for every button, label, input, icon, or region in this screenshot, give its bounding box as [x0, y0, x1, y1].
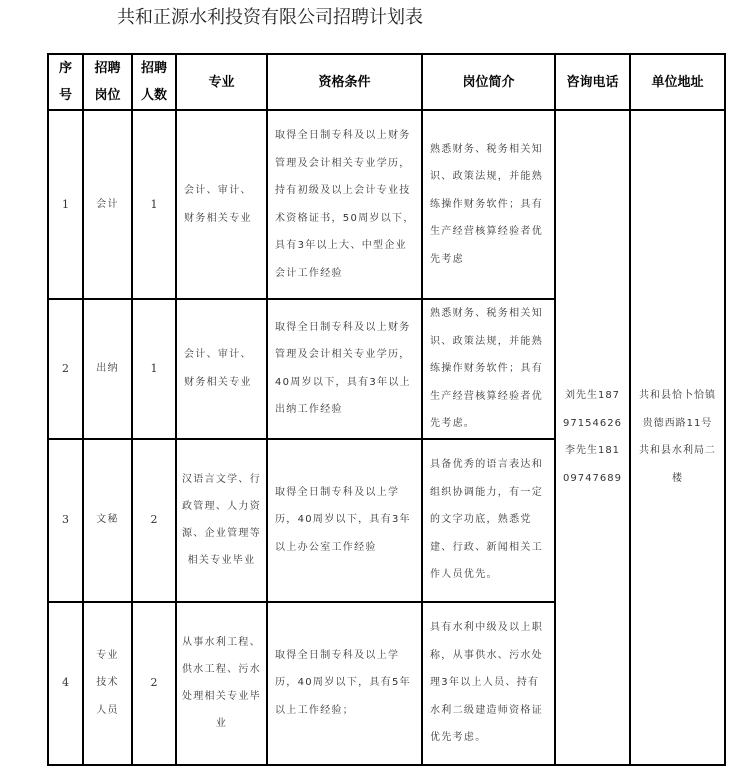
- cell-seq: 1: [48, 110, 83, 299]
- cell-description: 具有水利中级及以上职称，从事供水、污水处理3年以上人员、持有水利二级建造师资格证优先考虑。: [422, 602, 555, 765]
- header-position: 招聘岗位: [83, 54, 132, 110]
- cell-count: 2: [132, 439, 176, 602]
- recruitment-plan-table: [47, 53, 726, 766]
- header-description: 岗位简介: [422, 54, 555, 110]
- cell-count: 1: [132, 110, 176, 299]
- cell-major: 会计、审计、财务相关专业: [176, 110, 267, 299]
- cell-count: 1: [132, 299, 176, 439]
- cell-phone: [555, 110, 630, 765]
- header-seq: 序号: [48, 54, 83, 110]
- cell-count: 2: [132, 602, 176, 765]
- cell-seq: 4: [48, 602, 83, 765]
- cell-qualification: 取得全日制专科及以上学历，40周岁以下，具有5年以上工作经验；: [267, 602, 422, 765]
- table-row: [48, 110, 725, 299]
- table-header-row: [48, 54, 725, 110]
- address-text: 共和县恰卜恰镇贵德西路11号共和县水利局二楼: [639, 390, 716, 484]
- page-title: 共和正源水利投资有限公司招聘计划表: [117, 7, 423, 28]
- cell-major: 会计、审计、财务相关专业: [176, 299, 267, 439]
- cell-description: 熟悉财务、税务相关知识、政策法规，并能熟练操作财务软件；具有生产经营核算经验者优先考虑: [422, 110, 555, 299]
- cell-major: 从事水利工程、供水工程、污水处理相关专业毕业: [176, 602, 267, 765]
- cell-seq: 3: [48, 439, 83, 602]
- header-address: 单位地址: [630, 54, 725, 110]
- cell-address: [630, 110, 725, 765]
- cell-description: 具备优秀的语言表达和组织协调能力，有一定的文字功底，熟悉党建、行政、新闻相关工作人员优先。: [422, 439, 555, 602]
- cell-qualification: 取得全日制专科及以上财务管理及会计相关专业学历，40周岁以下，具有3年以上出纳工作经验: [267, 299, 422, 439]
- header-major: 专业: [176, 54, 267, 110]
- header-qualification: 资格条件: [267, 54, 422, 110]
- cell-seq: 2: [48, 299, 83, 439]
- contact-phone-text: 刘先生18797154626李先生18109747689: [563, 390, 622, 484]
- cell-position: 出纳: [83, 299, 132, 439]
- header-phone: 咨询电话: [555, 54, 630, 110]
- cell-major: 汉语言文学、行政管理、人力资源、企业管理等相关专业毕业: [176, 439, 267, 602]
- cell-description: 熟悉财务、税务相关知识、政策法规，并能熟练操作财务软件；具有生产经营核算经验者优先考虑。: [422, 299, 555, 439]
- cell-qualification: 取得全日制专科及以上财务管理及会计相关专业学历，持有初级及以上会计专业技术资格证书，50周岁以下，具有3年以上大、中型企业会计工作经验: [267, 110, 422, 299]
- header-count: 招聘人数: [132, 54, 176, 110]
- cell-qualification: 取得全日制专科及以上学历，40周岁以下，具有3年以上办公室工作经验: [267, 439, 422, 602]
- cell-position: 会计: [83, 110, 132, 299]
- cell-position: 专业技术人员: [83, 602, 132, 765]
- cell-position: 文秘: [83, 439, 132, 602]
